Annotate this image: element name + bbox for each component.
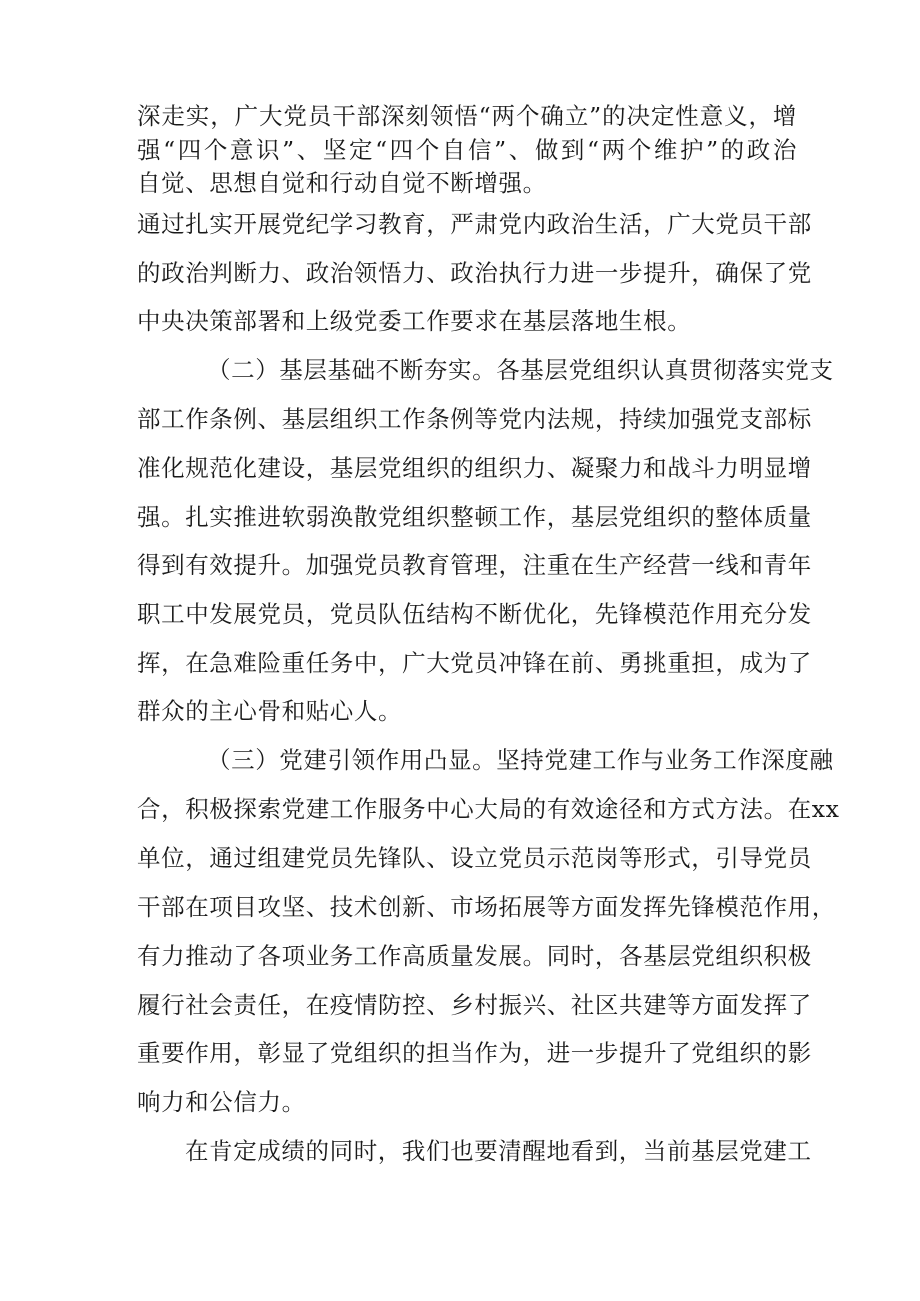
text-line: 中央决策部署和上级党委工作要求在基层落地生根。 (137, 307, 692, 335)
text-line: 职工中发展党员，党员队伍结构不断优化，先锋模范作用充分发 (137, 600, 812, 628)
text-line: 履行社会责任，在疫情防控、乡村振兴、社区共建等方面发挥了 (137, 991, 812, 1019)
text-line: 强“四个意识”、坚定“四个自信”、做到“两个维护”的政治 (137, 136, 797, 164)
text-line: 干部在项目攻坚、技术创新、市场拓展等方面发挥先锋模范作用， (137, 893, 836, 921)
text-line: 通过扎实开展党纪学习教育，严肃党内政治生活，广大党员干部 (137, 210, 812, 238)
text-line: 有力推动了各项业务工作高质量发展。同时，各基层党组织积极 (137, 942, 812, 970)
text-line: 准化规范化建设，基层党组织的组织力、凝聚力和战斗力明显增 (137, 454, 812, 482)
section-heading-line: （三）党建引领作用凸显。坚持党建工作与业务工作深度融 (207, 746, 834, 774)
text-line: 重要作用，彰显了党组织的担当作为，进一步提升了党组织的影 (137, 1039, 812, 1067)
text-line: 自觉、思想自觉和行动自觉不断增强。 (137, 169, 547, 197)
text-line: 的政治判断力、政治领悟力、政治执行力进一步提升，确保了党 (137, 259, 812, 287)
text-line: 得到有效提升。加强党员教育管理，注重在生产经营一线和青年 (137, 551, 812, 579)
text-line: 强。扎实推进软弱涣散党组织整顿工作，基层党组织的整体质量 (137, 503, 812, 531)
text-line: 响力和公信力。 (137, 1088, 306, 1116)
text-line: 合，积极探索党建工作服务中心大局的有效途径和方式方法。在xx (137, 795, 840, 823)
text-line: 群众的主心骨和贴心人。 (137, 697, 403, 725)
text-line: 单位，通过组建党员先锋队、设立党员示范岗等形式，引导党员 (137, 844, 812, 872)
text-line: 挥，在急难险重任务中，广大党员冲锋在前、勇挑重担，成为了 (137, 649, 812, 677)
section-heading-line: （二）基层基础不断夯实。各基层党组织认真贯彻落实党支 (207, 356, 834, 384)
text-line: 部工作条例、基层组织工作条例等党内法规，持续加强党支部标 (137, 405, 812, 433)
text-line: 深走实，广大党员干部深刻领悟“两个确立”的决定性意义，增 (137, 102, 797, 130)
text-line: 在肯定成绩的同时，我们也要清醒地看到，当前基层党建工 (185, 1137, 812, 1165)
